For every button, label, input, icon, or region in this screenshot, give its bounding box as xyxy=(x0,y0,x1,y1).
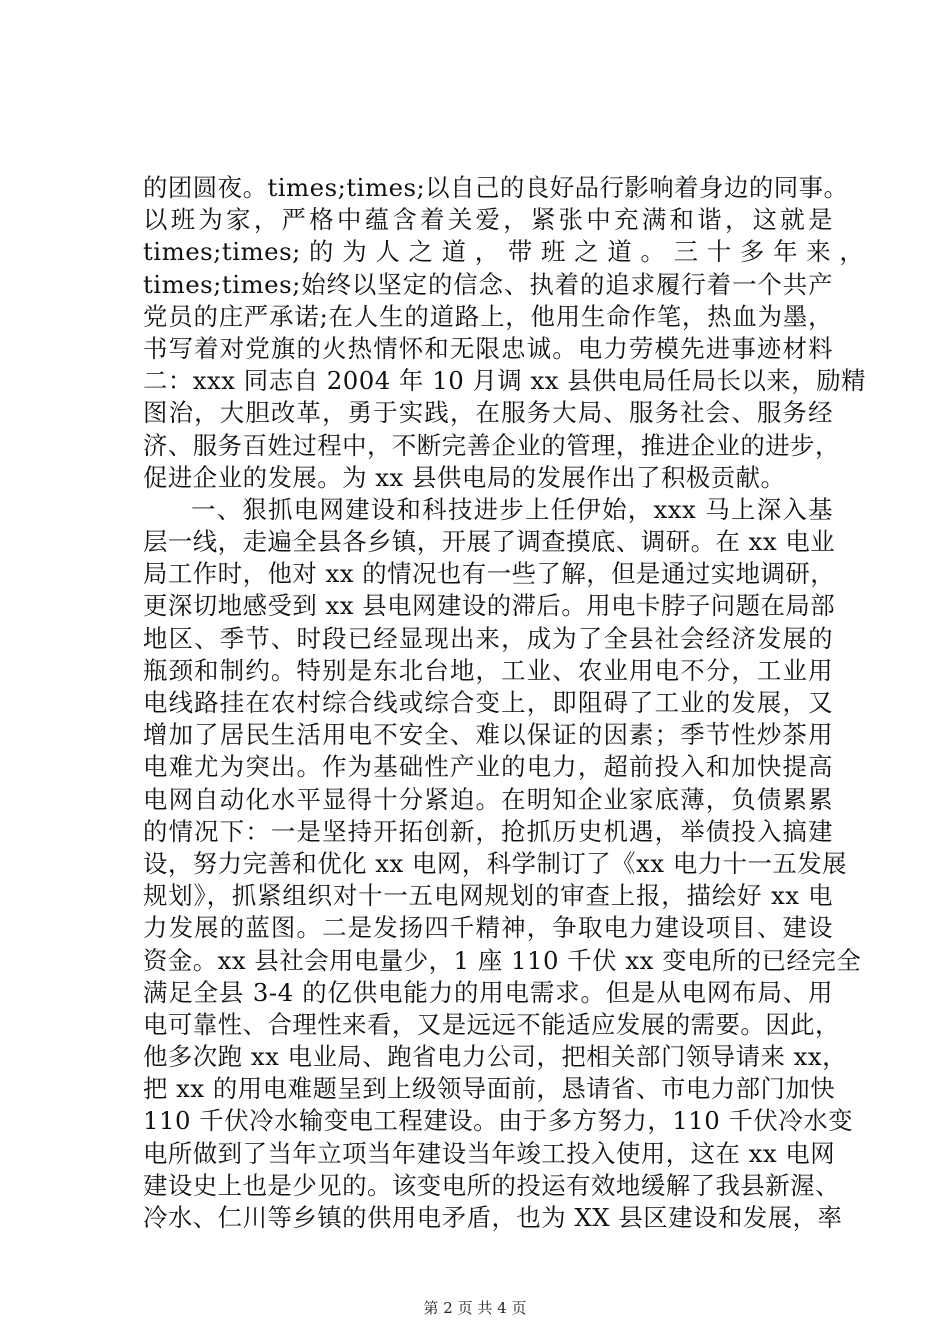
text-line: 书写着对党旗的火热情怀和无限忠诚。电力劳模先进事迹材料 xyxy=(143,333,833,363)
text-line: 电线路挂在农村综合线或综合变上，即阻碍了工业的发展，又 xyxy=(143,688,833,717)
text-line: 的情况下：一是坚持开拓创新，抢抓历史机遇，举债投入搞建 xyxy=(143,816,833,846)
text-line: 党员的庄严承诺;在人生的道路上，他用生命作笔，热血为墨， xyxy=(143,301,833,331)
text-line: 冷水、仁川等乡镇的供用电矛盾，也为 XX 县区建设和发展，率 xyxy=(143,1203,843,1232)
text-line: times;times;始终以坚定的信念、执着的追求履行着一个共产 xyxy=(143,269,833,299)
text-line: 他多次跑 xx 电业局、跑省电力公司，把相关部门领导请来 xx， xyxy=(143,1042,848,1072)
text-line: 设，努力完善和优化 xx 电网，科学制订了《xx 电力十一五发展 xyxy=(143,848,848,878)
text-line: times;times; 的 为 人 之 道 ， 带 班 之 道 。 三 十 多 年 来 ， xyxy=(143,237,865,267)
text-line: 满足全县 3-4 的亿供电能力的用电需求。但是从电网布局、用 xyxy=(143,977,833,1007)
paragraph xyxy=(143,172,866,494)
page-footer: 第 2 页 共 4 页 xyxy=(423,1299,527,1317)
text-line: 图治，大胆改革，勇于实践，在服务大局、服务社会、服务经 xyxy=(143,398,833,428)
text-line: 电可靠性、合理性来看，又是远远不能适应发展的需要。因此， xyxy=(143,1009,840,1039)
text-line: 层一线，走遍全县各乡镇，开展了调查摸底、调研。在 xx 电业 xyxy=(143,527,836,557)
text-line: 建设史上也是少见的。该变电所的投运有效地缓解了我县新渥、 xyxy=(143,1170,840,1200)
text-line: 二：xxx 同志自 2004 年 10 月调 xx 县供电局任局长以来，励精 xyxy=(143,366,866,396)
text-line: 电难尤为突出。作为基础性产业的电力，超前投入和加快提高 xyxy=(143,752,833,782)
text-line: 把 xx 的用电难题呈到上级领导面前，恳请省、市电力部门加快 xyxy=(143,1074,836,1104)
text-line: 促进企业的发展。为 xx 县供电局的发展作出了积极贡献。 xyxy=(143,462,786,492)
paragraph xyxy=(143,494,862,1234)
text-line: 瓶颈和制约。特别是东北台地，工业、农业用电不分，工业用 xyxy=(143,655,833,685)
document-body xyxy=(143,172,866,1234)
text-line: 电所做到了当年立项当年建设当年竣工投入使用，这在 xx 电网 xyxy=(143,1138,836,1168)
text-line: 增加了居民生活用电不安全、难以保证的因素；季节性炒茶用 xyxy=(143,720,833,750)
text-line: 规划》，抓紧组织对十一五电网规划的审查上报，描绘好 xx 电 xyxy=(143,881,833,911)
text-line: 更深切地感受到 xx 县电网建设的滞后。用电卡脖子问题在局部 xyxy=(143,591,836,621)
text-line: 资金。xx 县社会用电量少，1 座 110 千伏 xx 变电所的已经完全 xyxy=(143,945,862,975)
text-line: 以班为家，严格中蕴含着关爱，紧张中充满和谐，这就是 xyxy=(143,205,833,235)
text-line: 的团圆夜。times;times;以自己的良好品行影响着身边的同事。 xyxy=(143,173,849,202)
text-line: 110 千伏冷水输变电工程建设。由于多方努力，110 千伏冷水变 xyxy=(143,1106,853,1136)
text-line: 局工作时，他对 xx 的情况也有一些了解，但是通过实地调研， xyxy=(143,559,836,589)
text-line: 电网自动化水平显得十分紧迫。在明知企业家底薄，负债累累 xyxy=(143,784,833,814)
text-line: 地区、季节、时段已经显现出来，成为了全县社会经济发展的 xyxy=(143,623,833,653)
text-line: 力发展的蓝图。二是发扬四千精神，争取电力建设项目、建设 xyxy=(143,913,833,943)
text-line: 一、狠抓电网建设和科技进步上任伊始，xxx 马上深入基 xyxy=(191,494,833,524)
text-line: 济、服务百姓过程中，不断完善企业的管理，推进企业的进步， xyxy=(143,430,840,460)
